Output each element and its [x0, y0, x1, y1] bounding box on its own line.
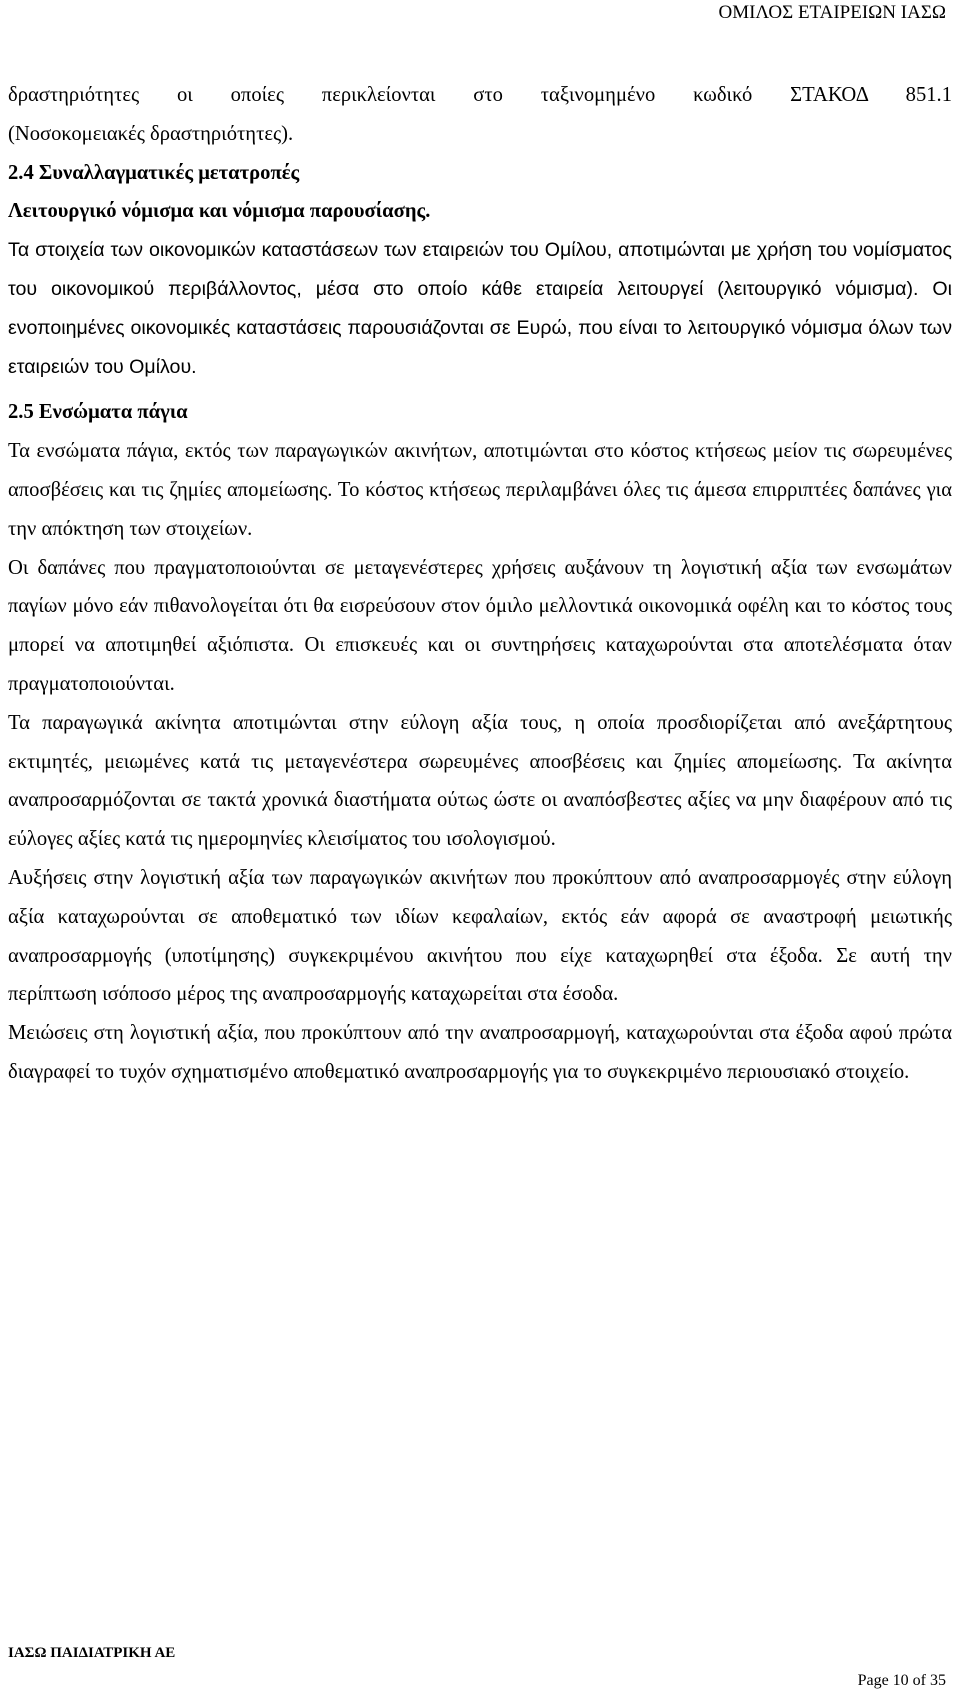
section-2-5-paragraph-2: Οι δαπάνες που πραγματοποιούνται σε μεταγενέστερες χρήσεις αυξάνουν τη λογιστική αξία των ενσωμάτων παγίων μόνο εάν πιθανολογείται ότι θα εισρεύσουν στον όμιλο μελλοντικά οικονομικά οφέλη και το κόστος τους μπορεί να αποτιμηθεί αξιόπιστα. Οι επισκευές και οι συντηρήσεις καταχωρούνται στα αποτελέσματα όταν πραγματοποιούνται.	[8, 556, 952, 695]
footer-company-name: ΙΑΣΩ ΠΑΙΔΙΑΤΡΙΚΗ ΑΕ	[8, 1645, 176, 1661]
section-2-5-paragraph-5: Μειώσεις στη λογιστική αξία, που προκύπτουν από την αναπροσαρμογή, καταχωρούνται στα έξοδα αφού πρώτα διαγραφεί το τυχόν σχηματισμένο αποθεματικό αναπροσαρμογής για το συγκεκριμένο περιουσιακό στοιχείο.	[8, 1022, 952, 1083]
section-2-4-paragraph: Τα στοιχεία των οικονομικών καταστάσεων των εταιρειών του Ομίλου, αποτιμώνται με χρήση του νομίσματος του οικονομικού περιβάλλοντος, μέσα στο οποίο κάθε εταιρεία λειτουργεί (λειτουργικό νόμισμα). Οι ενοποιημένες οικονομικές καταστάσεις παρουσιάζονται σε Ευρώ, που είναι το λειτουργικό νόμισμα όλων των εταιρειών του Ομίλου.	[8, 239, 952, 378]
page-body	[8, 76, 952, 1092]
section-2-5-heading: 2.5 Ενσώματα πάγια	[8, 401, 188, 424]
section-2-5-paragraph-3: Τα παραγωγικά ακίνητα αποτιμώνται στην εύλογη αξία τους, η οποία προσδιορίζεται από ανεξάρτητους εκτιμητές, μειωμένες κατά τις μεταγενέστερα σωρευμένες αποσβέσεις και ζημίες απομείωσης. Τα ακίνητα αναπροσαρμόζονται σε τακτά χρονικά διαστήματα ούτως ώστε οι αναπόσβεστες αξίες να μην διαφέρουν από τις εύλογες αξίες κατά τις ημερομηνίες κλεισίματος του ισολογισμού.	[8, 711, 952, 851]
running-header: ΟΜΙΛΟΣ ΕΤΑΙΡΕΙΩΝ ΙΑΣΩ	[718, 2, 946, 23]
page-number: Page 10 of 35	[857, 1672, 946, 1689]
section-2-4-heading: 2.4 Συναλλαγματικές μετατροπές	[8, 161, 300, 184]
intro-line-1: δραστηριότητες οι οποίες περικλείονται στο ταξινομημένο κωδικό ΣΤΑΚΟΔ 851.1	[8, 84, 952, 106]
section-2-5-paragraph-1: Τα ενσώματα πάγια, εκτός των παραγωγικών ακινήτων, αποτιμώνται στο κόστος κτήσεως μείον τις σωρευμένες αποσβέσεις και τις ζημίες απομείωσης. Το κόστος κτήσεως περιλαμβάνει όλες τις άμεσα επιρριπτέες δαπάνες για την απόκτηση των στοιχείων.	[8, 440, 952, 540]
intro-line-2: (Νοσοκομειακές δραστηριότητες).	[8, 122, 294, 145]
section-2-4-subheading: Λειτουργικό νόμισμα και νόμισμα παρουσίασης.	[8, 200, 431, 223]
section-2-5-paragraph-4: Αυξήσεις στην λογιστική αξία των παραγωγικών ακινήτων που προκύπτουν από αναπροσαρμογές στην εύλογη αξία καταχωρούνται σε αποθεματικό των ιδίων κεφαλαίων, εκτός εάν αφορά σε αναστροφή μειωτικής αναπροσαρμογής (υποτίμησης) συγκεκριμένου ακινήτου που είχε καταχωρηθεί στα έξοδα. Σε αυτή την περίπτωση ισόποσο μέρος της αναπροσαρμογής καταχωρείται στα έσοδα.	[8, 866, 952, 1006]
